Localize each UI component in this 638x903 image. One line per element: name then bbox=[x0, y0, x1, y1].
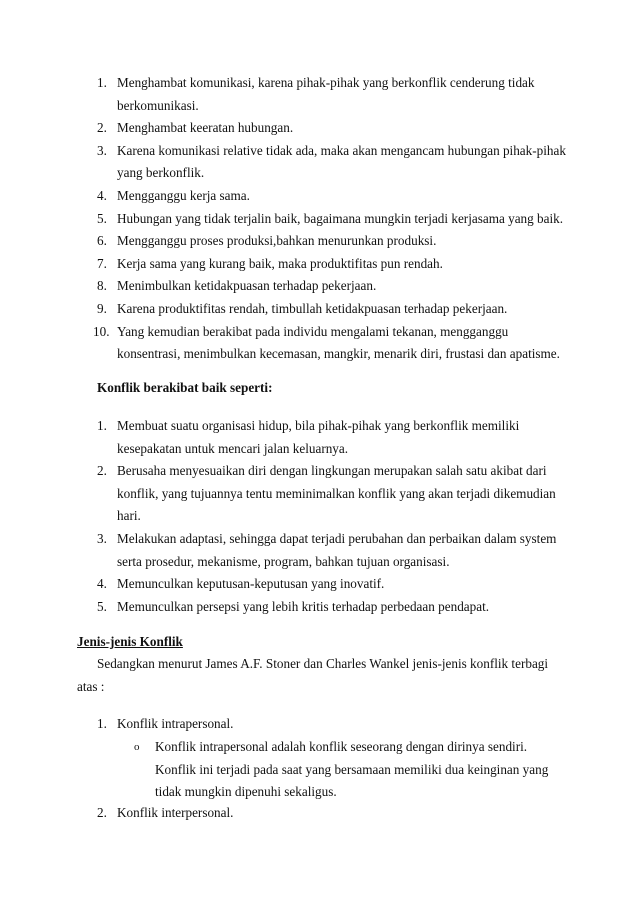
list-text: Menghambat keeratan hubungan. bbox=[117, 120, 294, 136]
list-number: 3. bbox=[97, 530, 107, 546]
list-number: 2. bbox=[97, 805, 107, 820]
types-heading: Jenis-jenis Konflik bbox=[77, 634, 183, 649]
bad-effects-list bbox=[0, 72, 638, 366]
list-number: 5. bbox=[97, 598, 107, 614]
list-item bbox=[0, 72, 638, 117]
list-item bbox=[0, 321, 638, 366]
list-text: Memunculkan keputusan-keputusan yang inovatif. bbox=[117, 576, 385, 592]
list-text: Mengganggu kerja sama. bbox=[117, 187, 250, 203]
list-text: Kerja sama yang kurang baik, maka produktifitas pun rendah. bbox=[117, 255, 443, 271]
list-text: Menghambat komunikasi, karena pihak-pihak yang berkonflik cenderung tidak berkomunikasi. bbox=[117, 75, 535, 113]
conflict-types-list-continued bbox=[0, 802, 638, 825]
list-item bbox=[0, 460, 638, 528]
list-item bbox=[0, 275, 638, 298]
list-item bbox=[0, 528, 638, 573]
list-number: 4. bbox=[97, 576, 107, 592]
list-text: Melakukan adaptasi, sehingga dapat terjadi perubahan dan perbaikan dalam system serta prosedur, mekanisme, program, bahkan tujuan organisasi. bbox=[117, 530, 557, 569]
list-number: 1. bbox=[97, 75, 107, 90]
intro-line: Sedangkan menurut James A.F. Stoner dan Charles Wankel jenis-jenis konflik terbagi bbox=[97, 656, 549, 671]
list-item bbox=[0, 298, 638, 321]
list-item bbox=[0, 573, 638, 596]
list-number: 7. bbox=[97, 255, 107, 271]
list-text: Memunculkan persepsi yang lebih kritis terhadap perbedaan pendapat. bbox=[117, 598, 490, 614]
list-number: 8. bbox=[97, 278, 107, 294]
list-text: Yang kemudian berakibat pada individu mengalami tekanan, mengganggu konsentrasi, menimbulkan kecemasan, mangkir, menarik diri, frustasi dan apatisme. bbox=[117, 323, 560, 362]
sub-list-text: Konflik intrapersonal adalah konflik seseorang dengan dirinya sendiri. Konflik ini terjadi pada saat yang bersamaan memiliki dua keinginan yang tidak mungkin dipenuhi sekaligus. bbox=[155, 739, 549, 800]
sub-list-item bbox=[0, 736, 638, 804]
list-text: Membuat suatu organisasi hidup, bila pihak-pihak yang berkonflik memiliki kesepakatan untuk mencari jalan keluarnya. bbox=[117, 418, 520, 456]
list-item bbox=[0, 185, 638, 208]
list-number: 1. bbox=[97, 716, 107, 731]
list-item bbox=[0, 208, 638, 231]
list-item bbox=[0, 140, 638, 185]
list-text: Mengganggu proses produksi,bahkan menurunkan produksi. bbox=[117, 233, 437, 249]
good-effects-heading: Konflik berakibat baik seperti: bbox=[97, 380, 273, 395]
list-number: 1. bbox=[97, 418, 107, 433]
list-text: Karena produktifitas rendah, timbullah ketidakpuasan terhadap pekerjaan. bbox=[117, 300, 508, 316]
list-item bbox=[0, 596, 638, 619]
list-number: 6. bbox=[97, 233, 107, 249]
list-number: 10. bbox=[93, 323, 110, 339]
sub-list bbox=[0, 736, 638, 804]
list-number: 4. bbox=[97, 187, 107, 203]
list-text: Berusaha menyesuaikan diri dengan lingkungan merupakan salah satu akibat dari konflik, yang tujuannya tentu meminimalkan konflik yang akan terjadi dikemudian hari. bbox=[117, 463, 556, 524]
intro-line-continued: atas : bbox=[77, 679, 105, 694]
list-number: 3. bbox=[97, 142, 107, 158]
list-item bbox=[0, 415, 638, 460]
list-item bbox=[0, 230, 638, 253]
list-item bbox=[0, 802, 638, 825]
list-text: Menimbulkan ketidakpuasan terhadap pekerjaan. bbox=[117, 278, 377, 294]
list-text: Konflik interpersonal. bbox=[117, 805, 234, 820]
list-number: 9. bbox=[97, 300, 107, 316]
hollow-bullet-icon: o bbox=[134, 741, 140, 753]
list-item bbox=[0, 713, 638, 736]
list-text: Karena komunikasi relative tidak ada, maka akan mengancam hubungan pihak-pihak yang berkonflik. bbox=[117, 142, 566, 181]
list-text: Hubungan yang tidak terjalin baik, bagaimana mungkin terjadi kerjasama yang baik. bbox=[117, 210, 564, 226]
list-number: 2. bbox=[97, 120, 107, 136]
list-item bbox=[0, 117, 638, 140]
list-number: 5. bbox=[97, 210, 107, 226]
list-item bbox=[0, 253, 638, 276]
conflict-types-list bbox=[0, 713, 638, 736]
list-text: Konflik intrapersonal. bbox=[117, 716, 234, 731]
list-number: 2. bbox=[97, 463, 107, 479]
good-effects-list bbox=[0, 415, 638, 618]
